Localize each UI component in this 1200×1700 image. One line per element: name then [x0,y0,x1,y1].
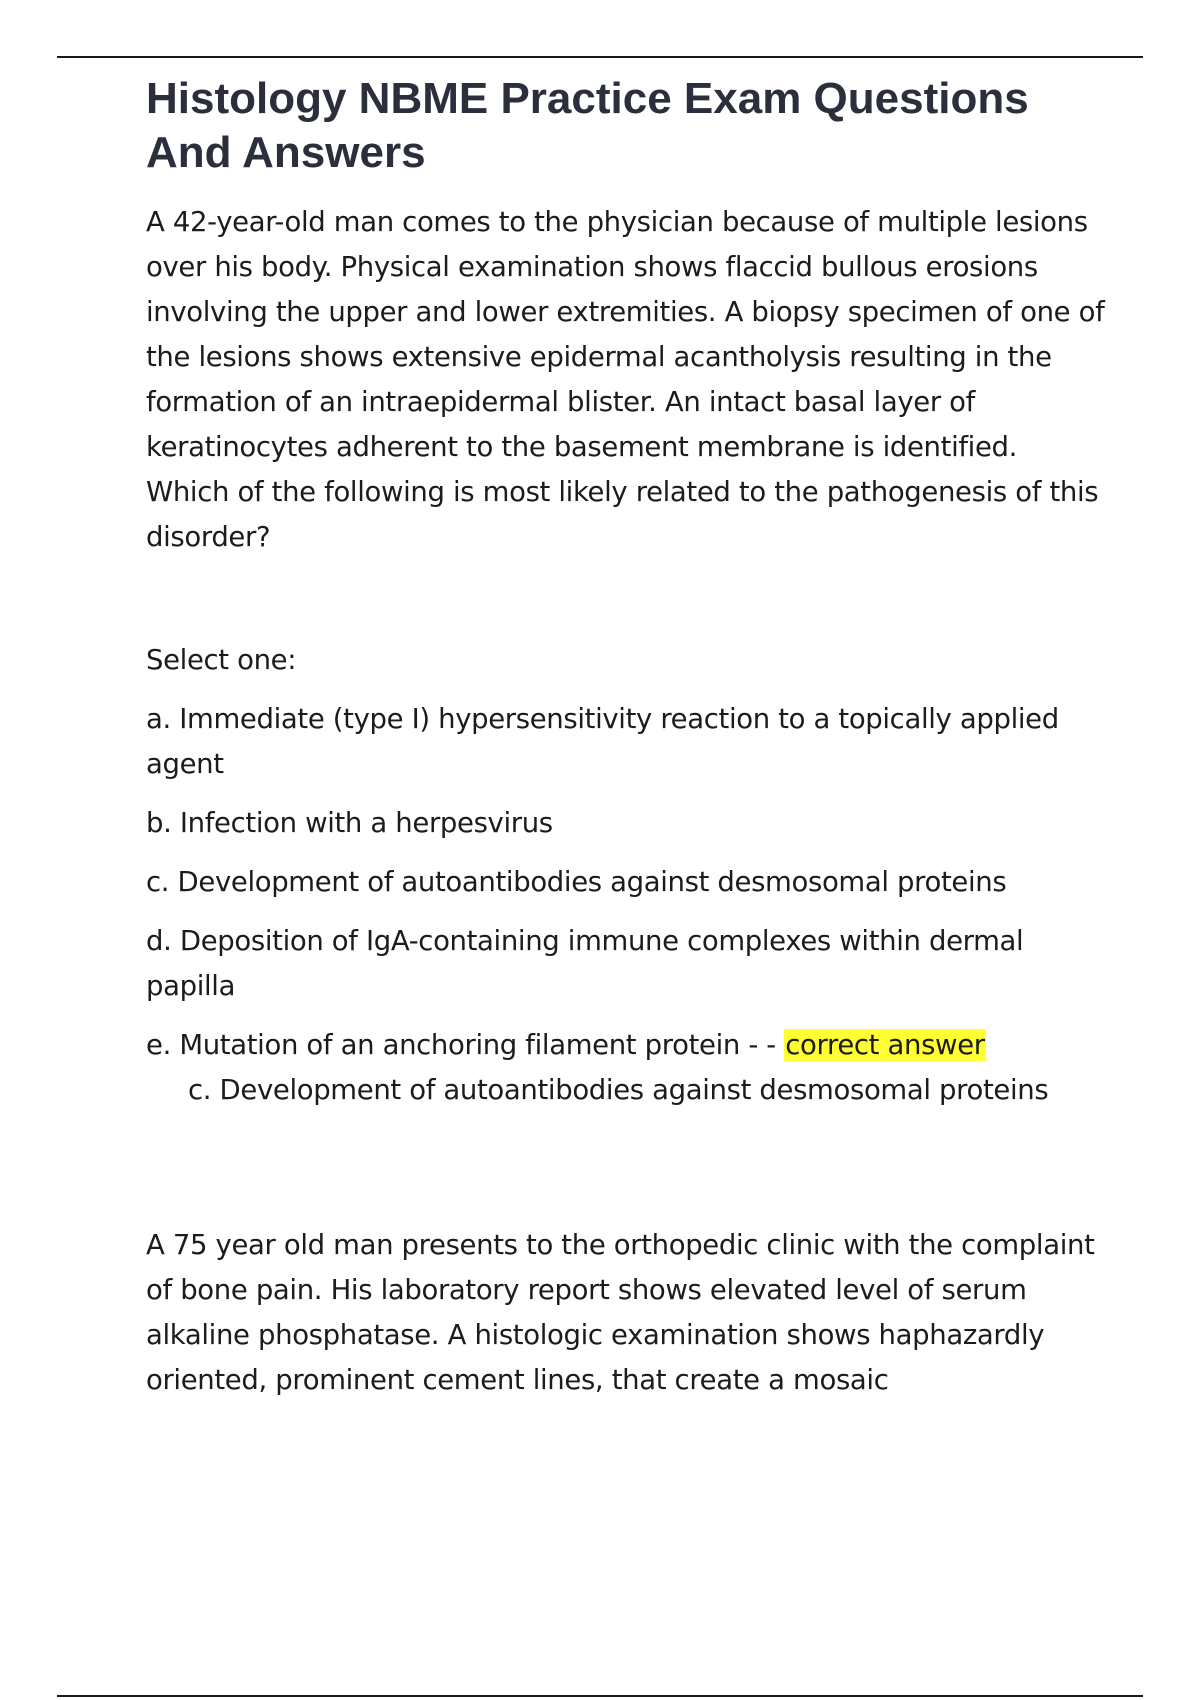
spacer [146,1113,1106,1223]
option-a: a. Immediate (type I) hypersensitivity reaction to a topically applied agent [146,703,1059,780]
question-2-stem: A 75 year old man presents to the orthopedic clinic with the complaint of bone pain. His laboratory report shows elevated level of serum alkaline phosphatase. A histologic examination shows haphazardly oriented, prominent cement lines, that create a mosaic [146,1229,1095,1396]
document-title: Histology NBME Practice Exam Questions And Answers [146,74,1029,177]
correct-answer-marker: correct answer [785,1029,985,1061]
bottom-rule [57,1695,1143,1697]
option-c: c. Development of autoantibodies against desmosomal proteins [146,866,1007,898]
option-d: d. Deposition of IgA-containing immune complexes within dermal papilla [146,925,1024,1002]
correct-answer-text: c. Development of autoantibodies against desmosomal proteins [188,1074,1049,1106]
select-one-label: Select one: [146,644,297,676]
top-rule [57,56,1143,58]
question-1-stem: A 42-year-old man comes to the physician because of multiple lesions over his body. Physical examination shows flaccid bullous erosions involving the upper and lower extremities. A biopsy specimen of one of the lesions shows extensive epidermal acantholysis resulting in the formation of an intraepidermal blister. An intact basal layer of keratinocytes adherent to the basement membrane is identified. Which of the following is most likely related to the pathogenesis of this disorder? [146,206,1105,553]
spacer [146,560,1106,638]
document-body [146,72,1106,1403]
option-b: b. Infection with a herpesvirus [146,807,553,839]
option-e [146,1023,1106,1068]
option-e-text: e. Mutation of an anchoring filament protein - - [146,1029,785,1061]
